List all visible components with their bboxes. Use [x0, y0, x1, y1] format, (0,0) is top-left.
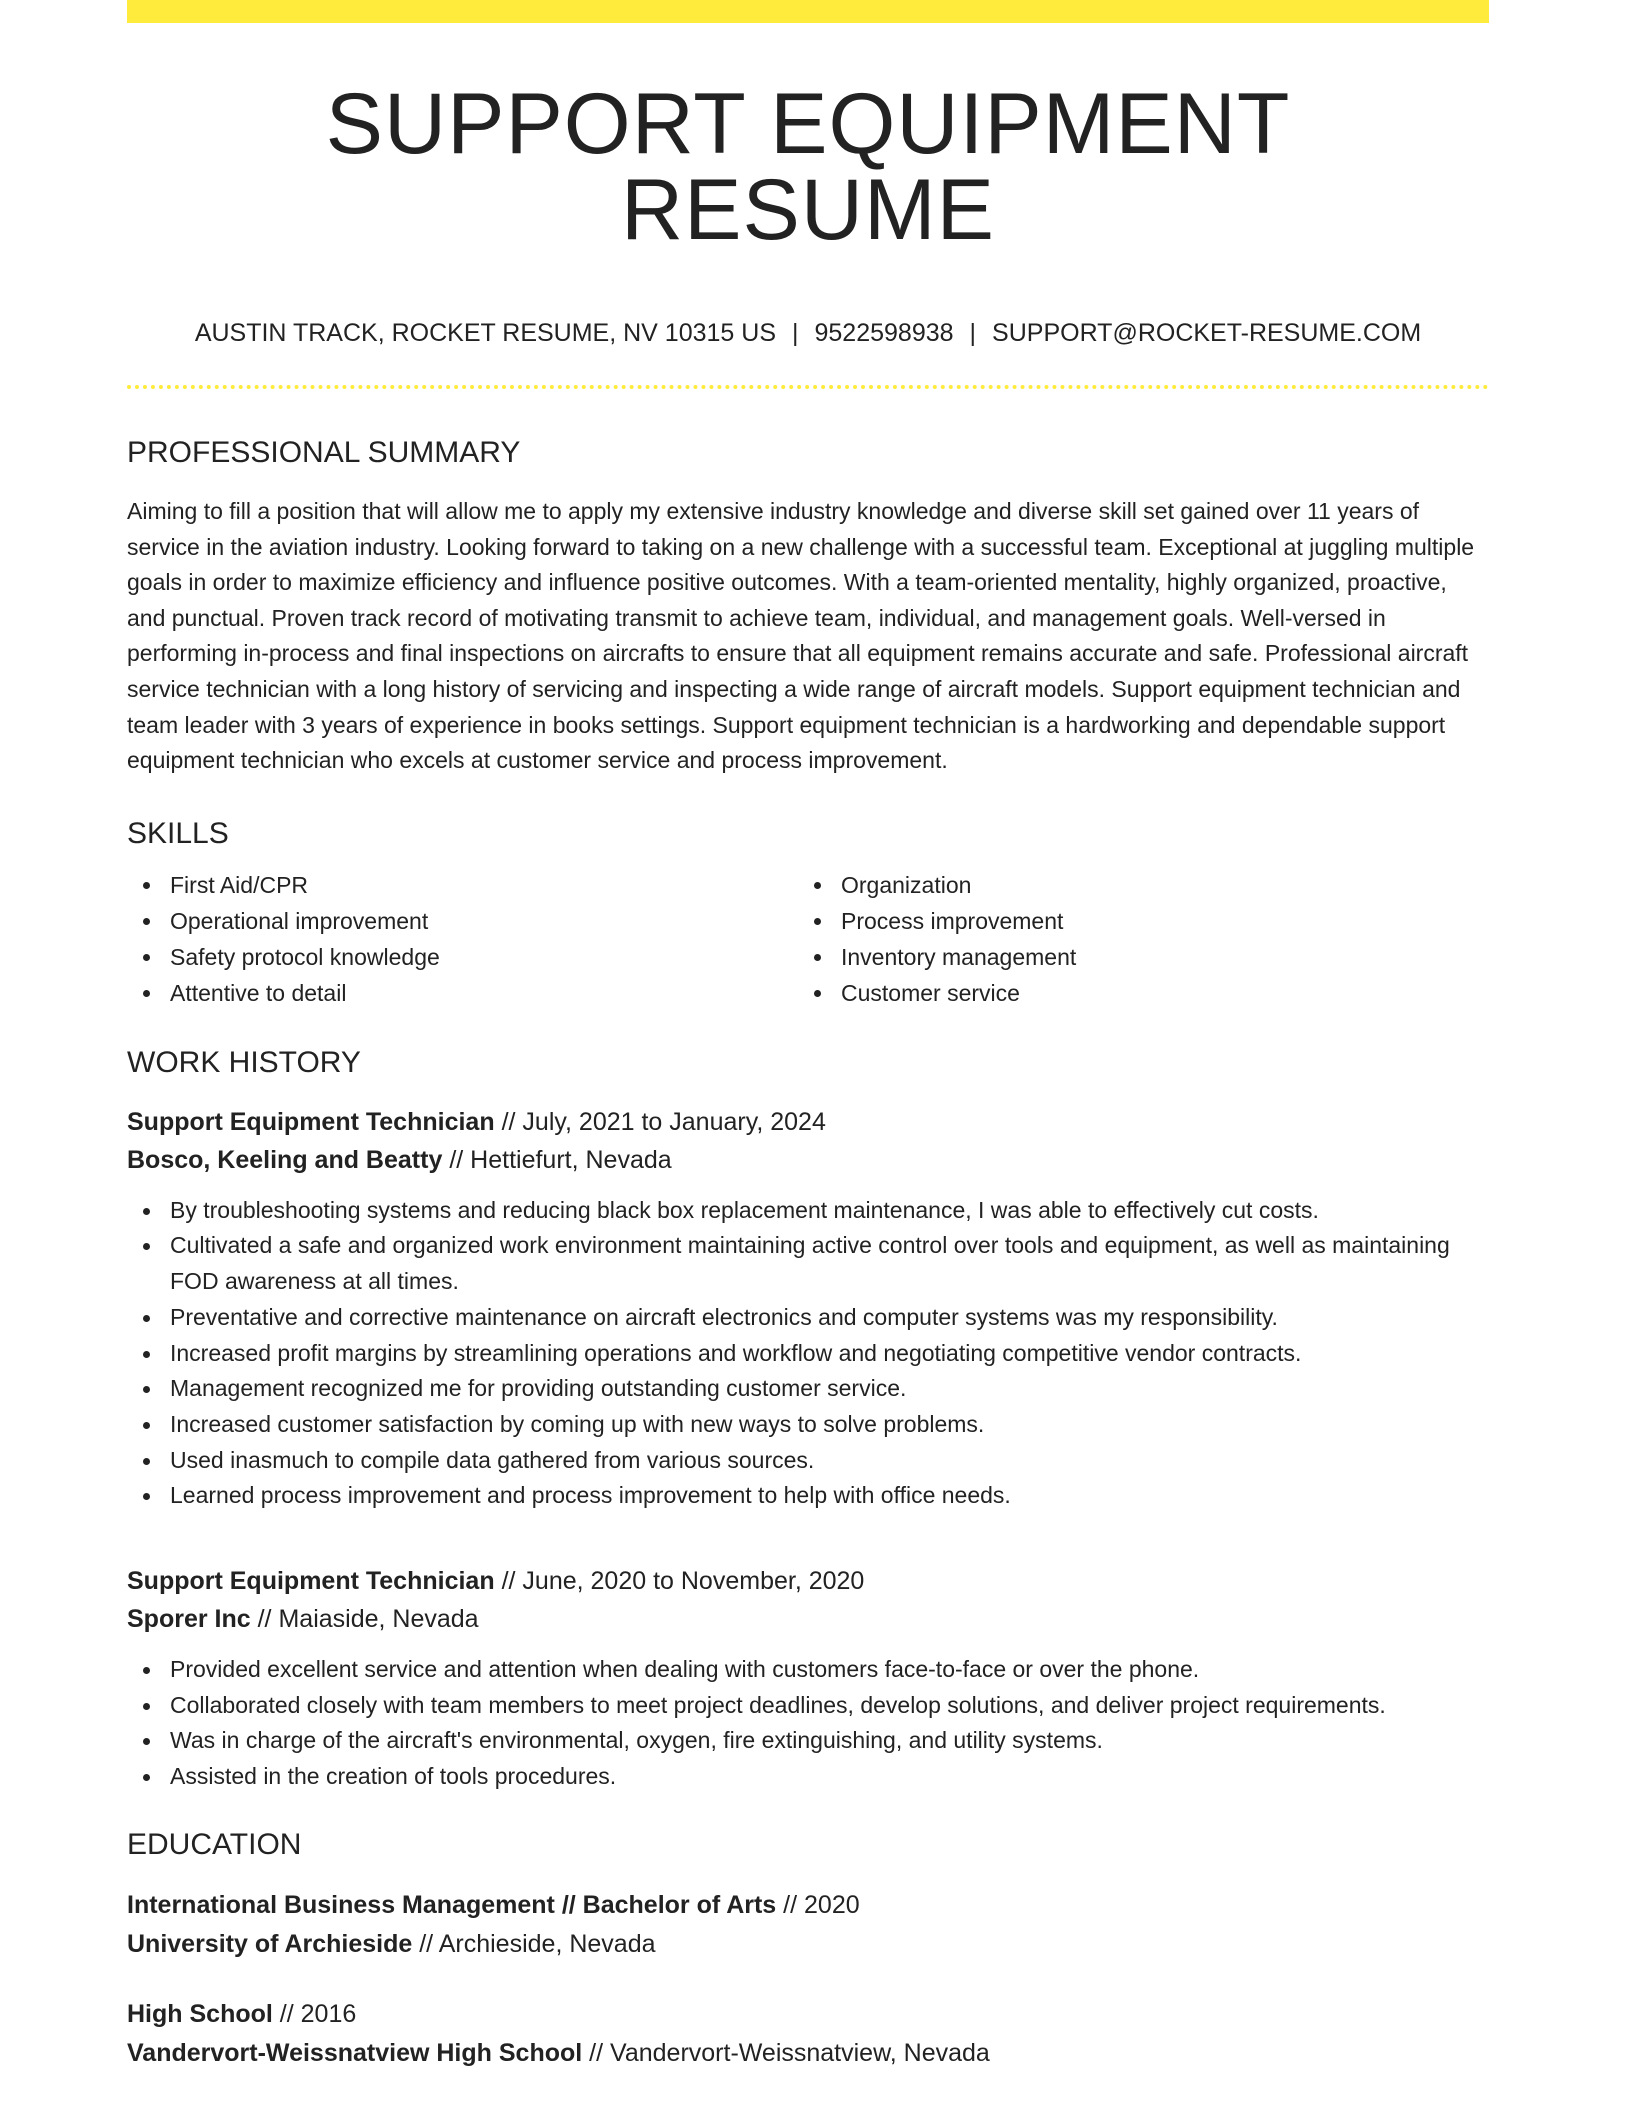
dotted-divider	[127, 385, 1489, 389]
skill-item: Attentive to detail	[127, 975, 798, 1011]
education-location: Vandervort-Weissnatview, Nevada	[610, 2038, 990, 2067]
separator: //	[783, 1890, 798, 1919]
skills-column-left	[127, 867, 798, 1011]
skill-item: Organization	[798, 867, 1469, 903]
separator: //	[257, 1605, 272, 1634]
contact-email: SUPPORT@ROCKET-RESUME.COM	[992, 319, 1422, 347]
education-school-line	[127, 2034, 1489, 2073]
job-company-line	[127, 1141, 1489, 1179]
education-degree: High School	[127, 1999, 273, 2028]
job-company: Sporer Inc	[127, 1605, 251, 1634]
list-item: Used inasmuch to compile data gathered from various sources.	[127, 1443, 1489, 1479]
skill-item: Inventory management	[798, 939, 1469, 975]
education-degree: International Business Management // Bachelor of Arts	[127, 1890, 777, 1919]
list-item: Management recognized me for providing outstanding customer service.	[127, 1371, 1489, 1407]
list-item: Was in charge of the aircraft's environmental, oxygen, fire extinguishing, and utility systems.	[127, 1723, 1489, 1759]
separator: //	[449, 1145, 464, 1174]
job-dates: July, 2021 to January, 2024	[522, 1107, 826, 1136]
page-title: SUPPORT EQUIPMENT RESUME	[325, 76, 1291, 258]
list-item: Preventative and corrective maintenance on aircraft electronics and computer systems was my responsibility.	[127, 1300, 1489, 1336]
separator: //	[279, 1999, 294, 2028]
contact-line	[127, 321, 1489, 346]
separator: //	[589, 2038, 604, 2067]
job-location: Hettiefurt, Nevada	[470, 1145, 672, 1174]
separator: //	[501, 1567, 516, 1596]
education-degree-line	[127, 1995, 1489, 2034]
education-school: Vandervort-Weissnatview High School	[127, 2038, 583, 2067]
list-item: Cultivated a safe and organized work environment maintaining active control over tools and equipment, as well as maintaining FOD awareness at all times.	[127, 1228, 1489, 1299]
work-history-heading: WORK HISTORY	[127, 1045, 361, 1079]
education-year: 2020	[804, 1890, 860, 1919]
education-heading: EDUCATION	[127, 1827, 302, 1861]
job-title-line	[127, 1103, 1489, 1141]
job-company-line	[127, 1600, 1489, 1638]
contact-phone: 9522598938	[814, 319, 954, 347]
contact-separator: |	[792, 319, 799, 347]
education-entry	[127, 1886, 1489, 1964]
job-location: Maiaside, Nevada	[278, 1605, 479, 1634]
job-title: Support Equipment Technician	[127, 1107, 495, 1136]
education-school-line	[127, 1925, 1489, 1964]
accent-bar	[127, 0, 1489, 23]
contact-separator: |	[969, 319, 977, 347]
skill-item: Process improvement	[798, 903, 1469, 939]
list-item: Collaborated closely with team members to meet project deadlines, develop solutions, and deliver project requirements.	[127, 1688, 1489, 1724]
job-entry	[127, 1562, 1489, 1795]
job-title: Support Equipment Technician	[127, 1567, 495, 1596]
summary-heading: PROFESSIONAL SUMMARY	[127, 436, 521, 469]
summary-text: Aiming to fill a position that will allow me to apply my extensive industry knowledge and diverse skill set gained over 11 years of service in the aviation industry. Looking forward to taking on a new challenge with a successful team. Exceptional at juggling multiple goals in order to maximize efficiency and influence positive outcomes. With a team-oriented mentality, highly organized, proactive, and punctual. Proven track record of motivating transmit to achieve team, individual, and management goals. Well-versed in performing in-process and final inspections on aircrafts to ensure that all equipment remains accurate and safe. Professional aircraft service technician with a long history of servicing and inspecting a wide range of aircraft models. Support equipment technician and team leader with 3 years of experience in books settings. Support equipment technician is a hardworking and dependable support equipment technician who excels at customer service and process improvement.	[127, 498, 1475, 774]
education-year: 2016	[300, 1999, 357, 2028]
list-item: Increased profit margins by streamlining operations and workflow and negotiating competitive vendor contracts.	[127, 1336, 1489, 1372]
separator: //	[501, 1107, 516, 1136]
skills-list	[127, 867, 1489, 1011]
list-item: Assisted in the creation of tools procedures.	[127, 1759, 1489, 1795]
skill-item: Safety protocol knowledge	[127, 939, 798, 975]
job-company: Bosco, Keeling and Beatty	[127, 1145, 443, 1174]
skill-item: Customer service	[798, 975, 1469, 1011]
job-dates: June, 2020 to November, 2020	[522, 1567, 865, 1596]
job-duties	[127, 1652, 1489, 1795]
skill-item: Operational improvement	[127, 903, 798, 939]
job-title-line	[127, 1562, 1489, 1600]
education-location: Archieside, Nevada	[438, 1929, 656, 1958]
skills-column-right	[798, 867, 1469, 1011]
education-degree-line	[127, 1886, 1489, 1925]
resume-page	[127, 0, 1489, 2073]
skills-heading: SKILLS	[127, 816, 229, 850]
skill-item: First Aid/CPR	[127, 867, 798, 903]
list-item: Learned process improvement and process improvement to help with office needs.	[127, 1478, 1489, 1514]
job-duties	[127, 1193, 1489, 1514]
education-entry	[127, 1995, 1489, 2073]
job-entry	[127, 1103, 1489, 1514]
list-item: Provided excellent service and attention when dealing with customers face-to-face or over the phone.	[127, 1652, 1489, 1688]
education-school: University of Archieside	[127, 1929, 413, 1958]
separator: //	[419, 1929, 434, 1958]
contact-address: AUSTIN TRACK, ROCKET RESUME, NV 10315 US	[194, 319, 776, 347]
list-item: Increased customer satisfaction by coming up with new ways to solve problems.	[127, 1407, 1489, 1443]
list-item: By troubleshooting systems and reducing black box replacement maintenance, I was able to effectively cut costs.	[127, 1193, 1489, 1229]
